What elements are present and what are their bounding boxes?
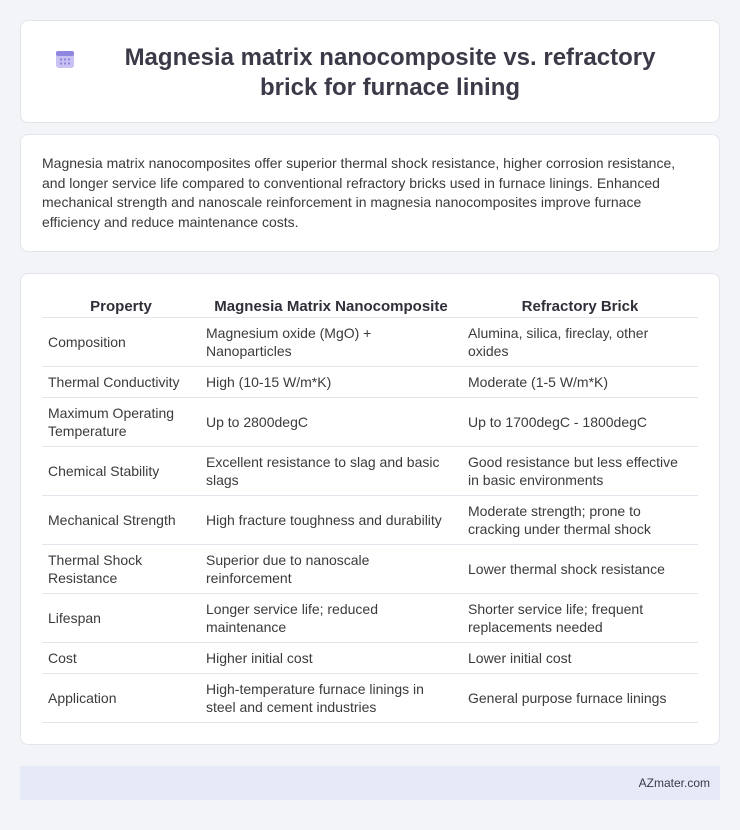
table-row [42,545,698,594]
table-cell: Magnesium oxide (MgO) + Nanoparticles [200,318,462,367]
title-card [20,20,720,123]
table-cell: Up to 1700degC - 1800degC [462,398,698,447]
table-cell: Lifespan [42,594,200,643]
table-row [42,318,698,367]
table-row [42,447,698,496]
footer-bar [20,766,720,800]
table-cell: General purpose furnace linings [462,674,698,723]
table-cell: Application [42,674,200,723]
table-cell: High-temperature furnace linings in steel and cement industries [200,674,462,723]
table-cell: Excellent resistance to slag and basic slags [200,447,462,496]
table-header-row [42,296,698,318]
table-cell: Lower initial cost [462,643,698,674]
column-header: Property [42,296,200,318]
table-row [42,594,698,643]
table-cell: Mechanical Strength [42,496,200,545]
table-cell: Thermal Shock Resistance [42,545,200,594]
table-cell: Alumina, silica, fireclay, other oxides [462,318,698,367]
table-row [42,496,698,545]
table-row [42,367,698,398]
table-cell: Moderate strength; prone to cracking under thermal shock [462,496,698,545]
table-cell: Up to 2800degC [200,398,462,447]
table-cell: Chemical Stability [42,447,200,496]
table-cell: Composition [42,318,200,367]
summary-card [20,134,720,252]
table-cell: Cost [42,643,200,674]
table-cell: Superior due to nanoscale reinforcement [200,545,462,594]
table-row [42,398,698,447]
table-cell: Shorter service life; frequent replacements needed [462,594,698,643]
footer-brand: AZmater.com [638,776,710,790]
table-cell: High fracture toughness and durability [200,496,462,545]
table-cell: High (10-15 W/m*K) [200,367,462,398]
column-header: Magnesia Matrix Nanocomposite [200,296,462,318]
table-row [42,643,698,674]
table-cell: Higher initial cost [200,643,462,674]
comparison-card [20,273,720,745]
table-cell: Lower thermal shock resistance [462,545,698,594]
table-cell: Maximum Operating Temperature [42,398,200,447]
page-title: Magnesia matrix nanocomposite vs. refractory brick for furnace lining [124,44,656,101]
summary-text: Magnesia matrix nanocomposites offer superior thermal shock resistance, higher corrosion resistance, and longer service life compared to conventional refractory bricks used in furnace linings. Enhanced mechanical strength and nanoscale reinforcement in magnesia nanocomposites improve furnace efficiency and reduce maintenance costs. [42,155,676,230]
column-header: Refractory Brick [462,296,698,318]
comparison-table [42,296,698,723]
table-cell: Moderate (1-5 W/m*K) [462,367,698,398]
table-row [42,674,698,723]
table-cell: Thermal Conductivity [42,367,200,398]
table-cell: Longer service life; reduced maintenance [200,594,462,643]
table-cell: Good resistance but less effective in basic environments [462,447,698,496]
